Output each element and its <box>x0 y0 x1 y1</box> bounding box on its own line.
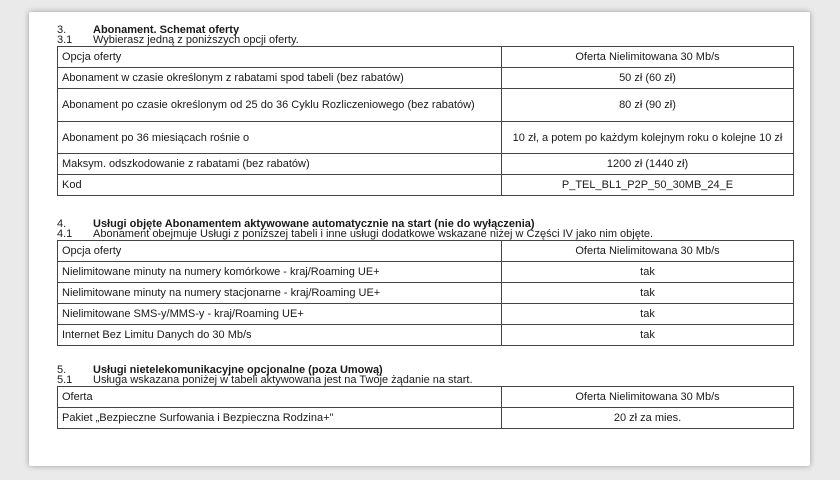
section-number: 5. <box>57 364 67 376</box>
table-cell: 10 zł, a potem po każdym kolejnym roku o kolejne 10 zł <box>502 122 794 154</box>
table-cell: Abonament po 36 miesiącach rośnie o <box>58 122 502 154</box>
section-title: Abonament. Schemat oferty <box>93 24 240 36</box>
subsection-text: Usługa wskazana poniżej w tabeli aktywowana jest na Twoje żądanie na start. <box>93 374 473 386</box>
table-cell: Oferta Nielimitowana 30 Mb/s <box>502 241 794 262</box>
table-row <box>58 89 794 122</box>
table-row <box>58 47 794 68</box>
section-subheading <box>57 229 785 240</box>
table-cell: Opcja oferty <box>58 241 502 262</box>
subsection-number: 5.1 <box>57 374 73 386</box>
table-cell: Pakiet „Bezpieczne Surfowania i Bezpieczna Rodzina+" <box>58 408 502 429</box>
offer-scheme-table <box>57 46 794 196</box>
section-4 <box>57 218 785 346</box>
table-cell: tak <box>502 283 794 304</box>
table-cell: Nielimitowane SMS-y/MMS-y - kraj/Roaming UE+ <box>58 304 502 325</box>
section-number: 3. <box>57 24 67 36</box>
section-3 <box>57 24 785 196</box>
table-cell: Internet Bez Limitu Danych do 30 Mb/s <box>58 325 502 346</box>
table-cell: 1200 zł (1440 zł) <box>502 154 794 175</box>
table-row <box>58 283 794 304</box>
subsection-text: Wybierasz jedną z poniższych opcji oferty. <box>93 34 299 46</box>
table-cell: P_TEL_BL1_P2P_50_30MB_24_E <box>502 175 794 196</box>
table-cell: Opcja oferty <box>58 47 502 68</box>
table-cell: Oferta Nielimitowana 30 Mb/s <box>502 387 794 408</box>
table-row <box>58 304 794 325</box>
section-subheading <box>57 375 785 386</box>
optional-services-table <box>57 386 794 429</box>
table-cell: tak <box>502 325 794 346</box>
table-cell: Oferta <box>58 387 502 408</box>
table-cell: 80 zł (90 zł) <box>502 89 794 122</box>
table-row <box>58 325 794 346</box>
table-row <box>58 154 794 175</box>
document-page <box>29 12 810 466</box>
table-row <box>58 262 794 283</box>
table-cell: Nielimitowane minuty na numery stacjonarne - kraj/Roaming UE+ <box>58 283 502 304</box>
subsection-number: 3.1 <box>57 34 73 46</box>
table-cell: Nielimitowane minuty na numery komórkowe - kraj/Roaming UE+ <box>58 262 502 283</box>
section-subheading <box>57 35 785 46</box>
included-services-table <box>57 240 794 346</box>
section-title: Usługi nietelekomunikacyjne opcjonalne (poza Umową) <box>93 364 383 376</box>
table-cell: Maksym. odszkodowanie z rabatami (bez rabatów) <box>58 154 502 175</box>
table-row <box>58 408 794 429</box>
subsection-number: 4.1 <box>57 228 73 240</box>
table-cell: Abonament po czasie określonym od 25 do 36 Cyklu Rozliczeniowego (bez rabatów) <box>58 89 502 122</box>
table-cell: tak <box>502 262 794 283</box>
table-row <box>58 175 794 196</box>
table-row <box>58 387 794 408</box>
table-row <box>58 68 794 89</box>
table-row <box>58 241 794 262</box>
table-cell: Kod <box>58 175 502 196</box>
table-cell: tak <box>502 304 794 325</box>
table-cell: Abonament w czasie określonym z rabatami spod tabeli (bez rabatów) <box>58 68 502 89</box>
table-cell: 20 zł za mies. <box>502 408 794 429</box>
section-title: Usługi objęte Abonamentem aktywowane automatycznie na start (nie do wyłączenia) <box>93 218 535 230</box>
table-cell: 50 zł (60 zł) <box>502 68 794 89</box>
table-row <box>58 122 794 154</box>
subsection-text: Abonament obejmuje Usługi z poniższej tabeli i inne usługi dodatkowe wskazane niżej w Części IV jako nim objęte. <box>93 228 654 240</box>
section-5 <box>57 364 785 429</box>
table-cell: Oferta Nielimitowana 30 Mb/s <box>502 47 794 68</box>
section-number: 4. <box>57 218 67 230</box>
